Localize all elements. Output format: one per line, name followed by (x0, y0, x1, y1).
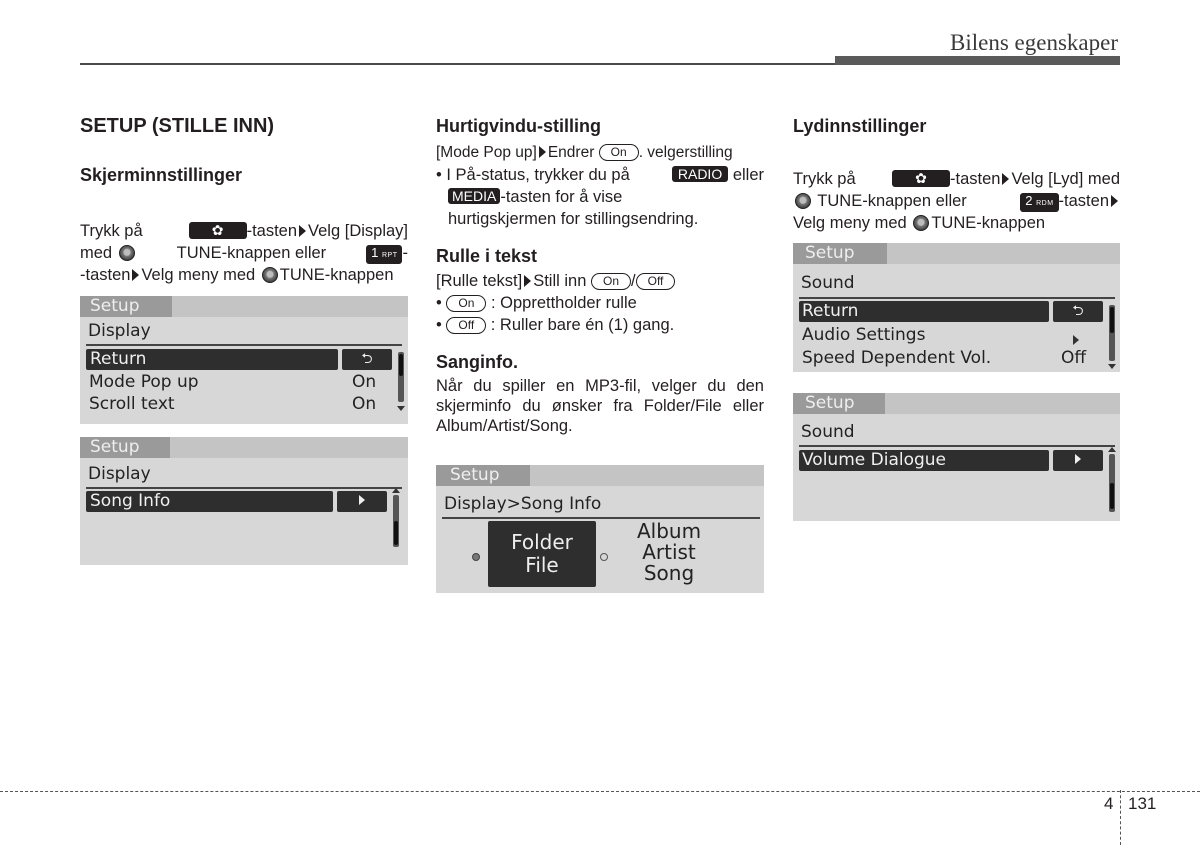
menu-item-audio-settings[interactable]: Audio Settings (802, 325, 926, 345)
chapter-number: 4 (1104, 794, 1114, 813)
arrow-icon (1111, 195, 1118, 207)
text: Still inn (533, 272, 587, 290)
off-indicator: Off (446, 317, 486, 334)
menu-item-return[interactable]: Return (799, 301, 1049, 322)
text: -tasten (950, 170, 1001, 188)
menu-item-volume-dialogue[interactable]: Volume Dialogue (799, 450, 1049, 471)
menu-item-scroll-text[interactable]: Scroll text (89, 394, 175, 414)
text: [Mode Pop up] (436, 144, 537, 161)
text: eller (732, 166, 764, 184)
arrow-icon (1002, 173, 1009, 185)
return-icon: ⮌ (342, 349, 392, 370)
right-instructions (793, 168, 1120, 234)
option-label: Album (636, 519, 702, 543)
subheading: Skjerminnstillinger (80, 165, 243, 185)
option-label: File (525, 553, 559, 577)
arrow-icon (539, 146, 546, 158)
text: med (80, 244, 113, 262)
header-rule (80, 63, 835, 65)
menu-value: Off (1061, 348, 1087, 368)
running-header: Bilens egenskaper (950, 30, 1118, 55)
text: -tasten (80, 266, 131, 284)
text: • I På-status, trykker du på (436, 166, 630, 184)
rpt-key-icon: 1 RPT (366, 245, 402, 264)
on-indicator: On (599, 144, 639, 161)
arrow-icon (299, 225, 306, 237)
menu-item-speed-dependent-vol[interactable]: Speed Dependent Vol. (802, 348, 992, 368)
text: Trykk på (793, 170, 856, 188)
subheading: Sanginfo. (436, 352, 518, 372)
text: / (631, 272, 636, 290)
arrow-icon (132, 269, 139, 281)
menu-value: On (352, 372, 377, 392)
right-column (793, 115, 1120, 137)
paragraph: Når du spiller en MP3-fil, velger du den skjerminfo du ønsker fra Folder/File eller Album/Artist/Song. (436, 377, 764, 435)
chevron-right-icon (1053, 450, 1103, 471)
rdm-key-icon: 2 RDM (1020, 193, 1058, 212)
menu-item-return[interactable]: Return (86, 349, 338, 370)
middle-column: Hurtigvindu-stilling [Mode Pop up] Endrer On . velgerstilling • I På-status, trykker du på RADIO eller MEDIA -tasten for å vise hurtigskjermen for stillingsendring. Rulle i tekst [Rulle tekst] Still inn On / Off • On : Opprettholder rulle • Off : Ruller bare én (1) gang. Sanginfo. Når du spiller en MP3-fil, velger du den skjerminfo du ønsker fra Folder/File eller Album/Artist/Song. (436, 116, 764, 435)
screen-subtitle: Sound (801, 273, 855, 293)
text: Velg meny med (793, 214, 907, 232)
screen-subtitle: Display>Song Info (444, 494, 602, 514)
screen-title: Setup (80, 437, 170, 458)
display-screen-4 (793, 243, 1120, 372)
screen-title: Setup (793, 393, 885, 414)
display-screen-3 (436, 465, 764, 593)
text: TUNE-knappen (279, 266, 394, 284)
setup-key-icon: ✿ (892, 170, 950, 187)
text: Trykk på (80, 222, 143, 240)
option-label: Folder (511, 530, 573, 554)
setup-key-icon: ✿ (189, 222, 247, 239)
text: -tasten (246, 222, 298, 240)
radio-unselected-icon[interactable] (600, 553, 608, 561)
option-label: Artist (642, 540, 696, 564)
menu-item-mode-pop-up[interactable]: Mode Pop up (89, 372, 199, 392)
option-album-artist-song[interactable] (616, 521, 722, 584)
left-instructions: Trykk på ✿ -tasten Velg [Display] med TUNE-knappen eller 1 RPT - -tasten Velg meny med TUNE-knappen (80, 222, 408, 284)
screen-title: Setup (436, 465, 530, 486)
footer-divider (1120, 790, 1121, 845)
footer-rule (0, 791, 1200, 792)
on-indicator: On (591, 273, 631, 290)
display-screen-2 (80, 437, 408, 565)
arrow-icon (524, 275, 531, 287)
subheading: Hurtigvindu-stilling (436, 116, 601, 136)
screen-subtitle: Display (88, 464, 151, 484)
on-indicator: On (446, 295, 486, 312)
return-icon: ⮌ (1053, 301, 1103, 322)
menu-value: On (352, 394, 377, 414)
display-screen-1 (80, 296, 408, 424)
text: -tasten (1058, 192, 1109, 210)
tune-knob-icon (262, 267, 278, 283)
text: Velg meny med (141, 266, 256, 284)
text: . velgerstilling (638, 144, 733, 161)
page-number: 131 (1128, 794, 1157, 813)
subheading: Rulle i tekst (436, 246, 538, 266)
chevron-right-icon (337, 491, 387, 512)
menu-item-song-info[interactable]: Song Info (86, 491, 333, 512)
screen-title: Setup (80, 296, 172, 317)
text: -tasten for å vise (500, 188, 623, 206)
screen-subtitle: Display (88, 321, 151, 341)
header-rule-thick (835, 56, 1120, 65)
tune-knob-icon (119, 245, 135, 261)
display-screen-5 (793, 393, 1120, 521)
text: : Ruller bare én (1) gang. (490, 316, 675, 334)
screen-subtitle: Sound (801, 422, 855, 442)
left-column (80, 115, 408, 186)
radio-selected-icon[interactable] (472, 553, 480, 561)
off-indicator: Off (636, 273, 676, 290)
text: Velg [Lyd] med (1011, 170, 1120, 188)
text: hurtigskjermen for stillingsendring. (448, 210, 699, 228)
option-folder-file[interactable] (488, 521, 596, 587)
tune-knob-icon (913, 215, 929, 231)
radio-key-icon: RADIO (672, 166, 728, 182)
text: : Opprettholder rulle (490, 294, 637, 312)
text: [Rulle tekst] (436, 272, 523, 290)
screen-title: Setup (793, 243, 887, 264)
text: TUNE-knappen (931, 214, 1046, 232)
media-key-icon: MEDIA (448, 188, 500, 204)
text: Velg [Display] (308, 222, 408, 240)
section-heading: SETUP (STILLE INN) (80, 115, 275, 137)
option-label: Song (643, 561, 695, 585)
text: TUNE-knappen eller (817, 192, 967, 210)
text: Endrer (547, 144, 595, 161)
tune-knob-icon (795, 193, 811, 209)
text: TUNE-knappen eller (176, 244, 327, 262)
subheading: Lydinnstillinger (793, 116, 927, 136)
